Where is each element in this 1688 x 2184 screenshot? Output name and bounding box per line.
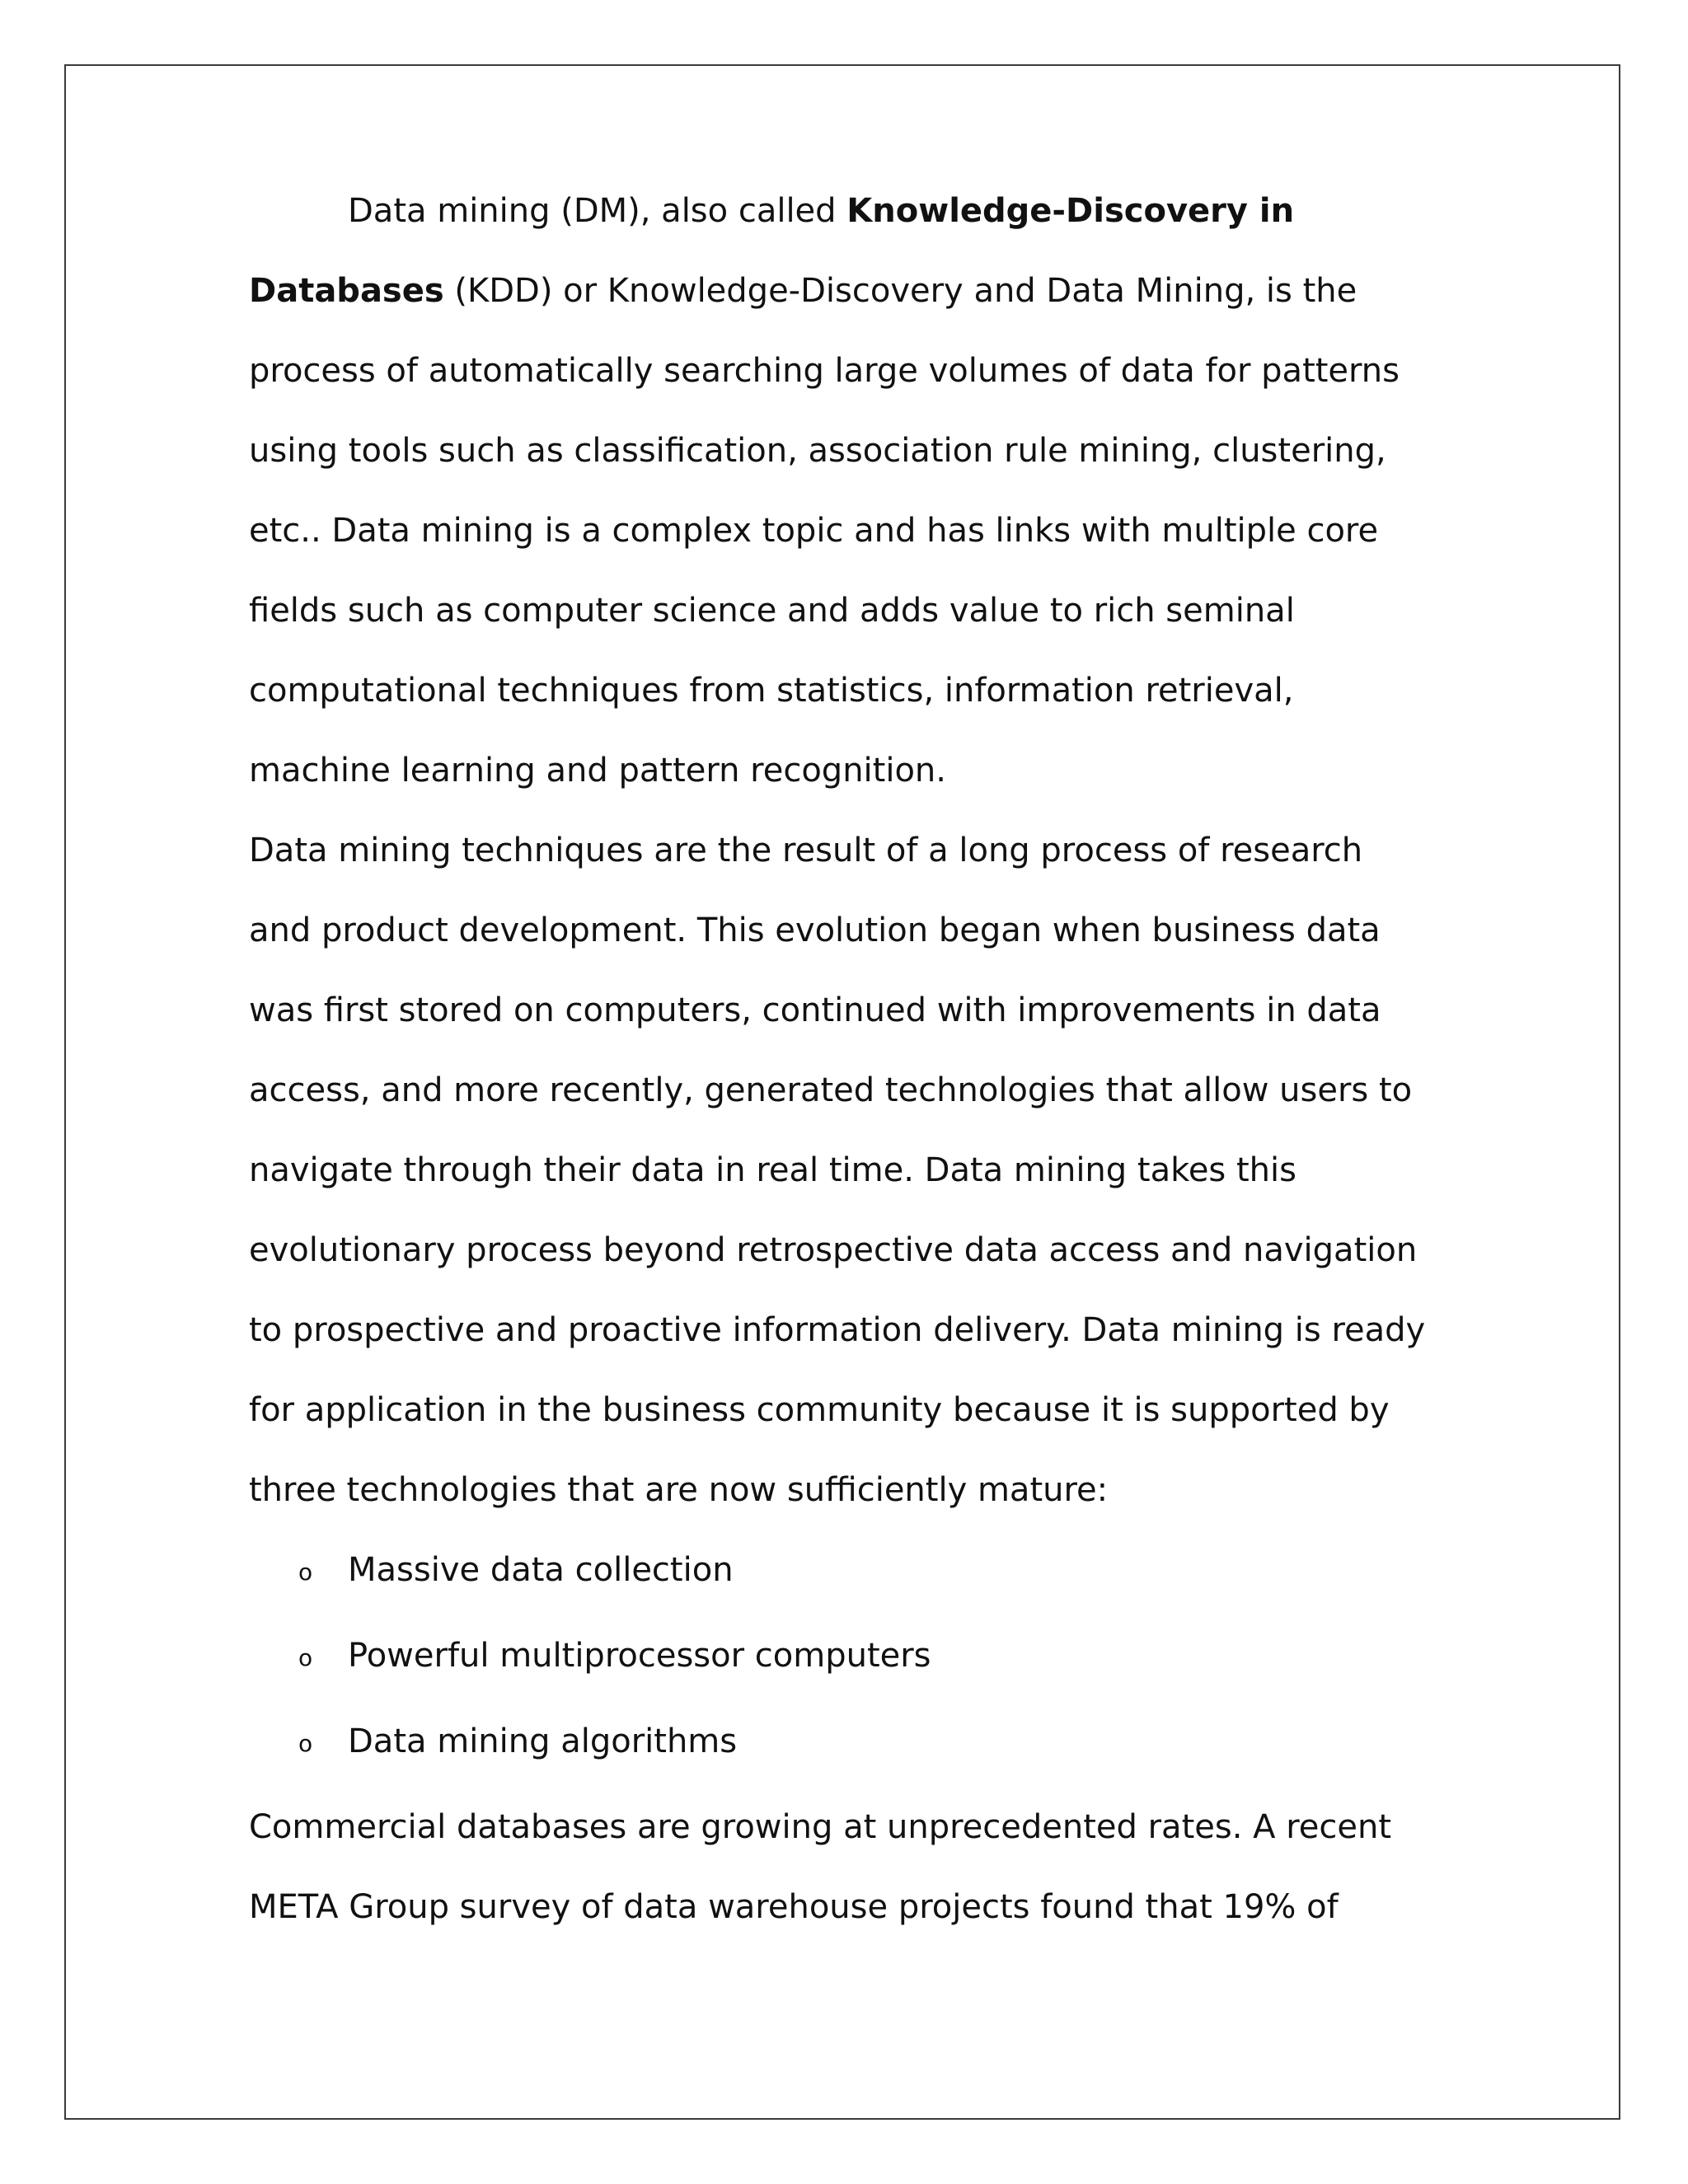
bold-term-databases: Databases [249, 272, 444, 310]
paragraph-2-line-4: access, and more recently, generated technologies that allow users to [249, 1071, 1413, 1109]
paragraph-3-line-2: META Group survey of data warehouse projects found that 19% of [249, 1888, 1339, 1926]
paragraph-1-line-3: process of automatically searching large volumes of data for patterns [249, 352, 1400, 390]
paragraph-2-line-9: three technologies that are now sufficiently mature: [249, 1471, 1109, 1509]
paragraph-2-line-5: navigate through their data in real time. Data mining takes this [249, 1151, 1296, 1189]
bullet-circle-icon: o [298, 1644, 313, 1671]
bullet-circle-icon: o [298, 1730, 313, 1757]
paragraph-2-line-7: to prospective and proactive information delivery. Data mining is ready [249, 1311, 1426, 1349]
bullet-circle-icon: o [298, 1558, 313, 1586]
paragraph-1-line-7: computational techniques from statistics, information retrieval, [249, 672, 1294, 710]
kdd-text: (KDD) or Knowledge-Discovery and Data Mining, is the [443, 272, 1357, 310]
list-item-text: Data mining algorithms [348, 1722, 738, 1760]
paragraph-1-line-6: fields such as computer science and adds value to rich seminal [249, 592, 1295, 630]
list-item-text: Powerful multiprocessor computers [348, 1637, 931, 1675]
paragraph-3-line-1: Commercial databases are growing at unprecedented rates. A recent [249, 1808, 1392, 1846]
paragraph-1-line-2 [249, 262, 1357, 320]
list-item-text: Massive data collection [348, 1551, 734, 1589]
paragraph-1-line-1 [348, 182, 1294, 240]
paragraph-1-line-4: using tools such as classification, association rule mining, clustering, [249, 432, 1386, 470]
paragraph-2-line-2: and product development. This evolution began when business data [249, 912, 1381, 949]
paragraph-2-line-1: Data mining techniques are the result of a long process of research [249, 832, 1363, 869]
intro-text: Data mining (DM), also called [348, 192, 847, 230]
bold-term-knowledge-discovery: Knowledge-Discovery in [846, 192, 1295, 230]
paragraph-2-line-6: evolutionary process beyond retrospective data access and navigation [249, 1231, 1418, 1269]
paragraph-1-line-5: etc.. Data mining is a complex topic and has links with multiple core [249, 512, 1379, 550]
paragraph-1-line-8: machine learning and pattern recognition. [249, 752, 946, 790]
paragraph-2-line-3: was first stored on computers, continued with improvements in data [249, 991, 1381, 1029]
paragraph-2-line-8: for application in the business community because it is supported by [249, 1391, 1390, 1429]
